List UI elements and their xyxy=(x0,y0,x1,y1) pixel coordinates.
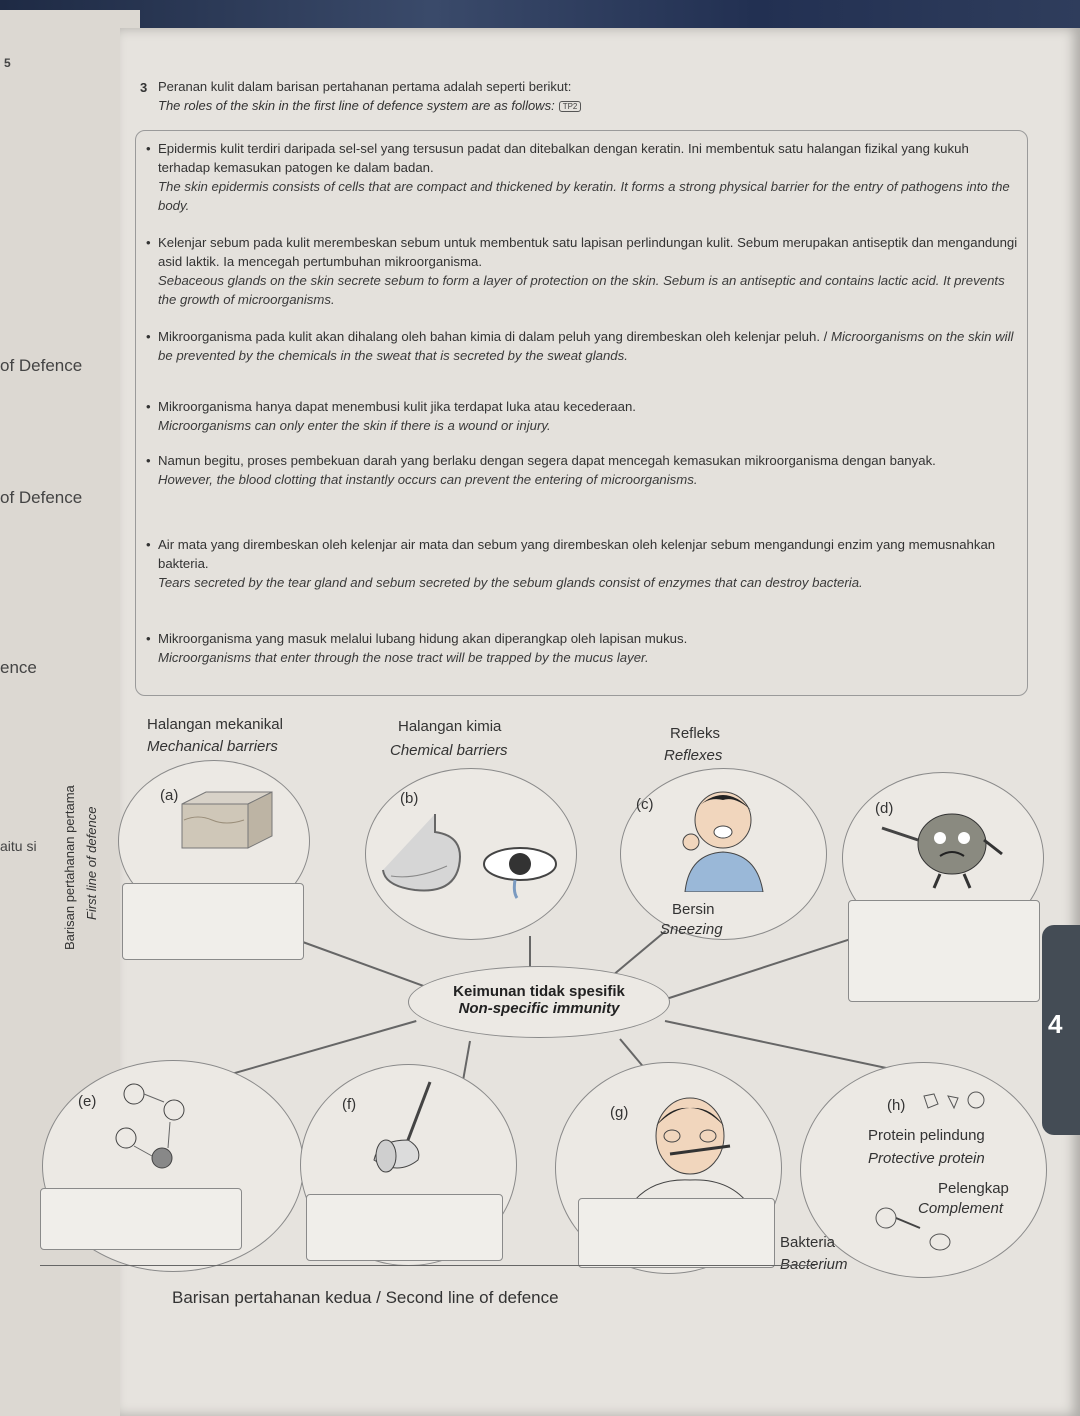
chapter-tab xyxy=(1042,925,1080,1135)
skin-block-illustration xyxy=(178,790,274,850)
mechanical-ms: Halangan mekanikal xyxy=(147,716,283,733)
bullet-6: • Air mata yang dirembeskan oleh kelenjar air mata dan sebum yang dirembeskan oleh kelenjar sebum mengandungi enzim yang memusnahkan bakteria. Tears secreted by the tear gland and sebum secreted by the sebum glands consist of enzymes that can destroy bacteria. xyxy=(158,535,1018,592)
complement-ms: Pelengkap xyxy=(938,1180,1009,1197)
bullet-2: • Kelenjar sebum pada kulit merembeskan sebum untuk membentuk satu lapisan perlindungan kulit. Sebum merupakan antiseptik dan mengandungi asid laktik. Ia mencegah pertumbuhan mikroorganisma. Sebaceous glands on the skin secrete sebum to form a layer of protection on the skin. Sebum is an antiseptic and contains lactic acid. It prevents the growth of microorganisms. xyxy=(158,233,1018,309)
center-english: Non-specific immunity xyxy=(458,1000,620,1017)
phagocytosis-illustration xyxy=(108,1080,198,1170)
complement-en: Complement xyxy=(918,1200,1004,1217)
chapter-number: 4 xyxy=(1048,1009,1063,1039)
side-label-malay: Barisan pertahanan pertama xyxy=(62,785,77,950)
letter-h: (h) xyxy=(887,1097,906,1114)
germ-character-illustration xyxy=(880,800,1010,890)
answer-box-g[interactable] xyxy=(578,1198,775,1268)
left-page-number: 5 xyxy=(4,56,11,70)
answer-box-a[interactable] xyxy=(122,883,304,960)
edge-text-4: aitu si xyxy=(0,838,37,854)
question-malay: Peranan kulit dalam barisan pertahanan pertama adalah seperti berikut: xyxy=(158,79,572,94)
reflexes-en: Reflexes xyxy=(664,747,723,764)
bullet-5: • Namun begitu, proses pembekuan darah yang berlaku dengan segera dapat mencegah kemasukan mikroorganisma dengan banyak. However, the blood clotting that instantly occurs can prevent the entering of microorganisms. xyxy=(158,451,1018,489)
chemical-en: Chemical barriers xyxy=(390,742,508,759)
roles-box xyxy=(135,130,1028,696)
protein-en: Protective protein xyxy=(868,1150,985,1167)
question-english: The roles of the skin in the first line of defence system are as follows: TP2 xyxy=(158,98,581,113)
complement-icon xyxy=(870,1202,960,1252)
hand-injection-illustration xyxy=(368,1080,448,1180)
mechanical-en: Mechanical barriers xyxy=(147,738,278,755)
protein-icon xyxy=(920,1090,990,1120)
answer-box-f[interactable] xyxy=(306,1194,503,1261)
bacteria-ms: Bakteria xyxy=(780,1234,836,1251)
letter-a: (a) xyxy=(160,787,179,804)
side-label-english: First line of defence xyxy=(84,806,99,920)
fever-boy-illustration xyxy=(620,1096,760,1206)
letter-f: (f) xyxy=(342,1096,357,1113)
second-line-bracket xyxy=(40,1265,815,1276)
edge-text-2: of Defence xyxy=(0,488,83,507)
answer-box-e[interactable] xyxy=(40,1188,242,1250)
letter-g: (g) xyxy=(610,1104,629,1121)
letter-c: (c) xyxy=(636,796,654,813)
second-line-label: Barisan pertahanan kedua / Second line of defence xyxy=(172,1288,559,1307)
reflexes-ms: Refleks xyxy=(670,725,721,742)
chemical-ms: Halangan kimia xyxy=(398,718,502,735)
edge-text-1: of Defence xyxy=(0,356,83,375)
question-number: 3 xyxy=(140,80,148,95)
sneezing-boy-illustration xyxy=(655,782,785,892)
stomach-eye-illustration xyxy=(375,810,565,920)
sneezing-ms: Bersin xyxy=(672,901,715,918)
center-malay: Keimunan tidak spesifik xyxy=(453,983,625,1000)
protein-ms: Protein pelindung xyxy=(868,1127,985,1144)
bullet-4: • Mikroorganisma hanya dapat menembusi kulit jika terdapat luka atau kecederaan. Microorganisms can only enter the skin if there is a wound or injury. xyxy=(158,397,1018,435)
tp-badge: TP2 xyxy=(559,101,582,112)
letter-e: (e) xyxy=(78,1093,97,1110)
answer-box-d[interactable] xyxy=(848,900,1040,1002)
letter-d: (d) xyxy=(875,800,894,817)
sneezing-en: Sneezing xyxy=(660,921,723,938)
edge-text-3: ence xyxy=(0,658,37,677)
bullet-1: • Epidermis kulit terdiri daripada sel-sel yang tersusun padat dan ditebalkan dengan keratin. Ini membentuk satu halangan fizikal yang kukuh terhadap kemasukan patogen ke dalam badan. The skin epidermis consists of cells that are compact and thickened by keratin. It forms a strong physical barrier for the entry of pathogens into the body. xyxy=(158,139,1018,215)
bacteria-en: Bacterium xyxy=(780,1256,848,1273)
letter-b: (b) xyxy=(400,790,419,807)
bullet-7: • Mikroorganisma yang masuk melalui lubang hidung akan diperangkap oleh lapisan mukus. Microorganisms that enter through the nose tract will be trapped by the mucus layer. xyxy=(158,629,1018,667)
bullet-3: • Mikroorganisma pada kulit akan dihalang oleh bahan kimia di dalam peluh yang dirembeskan oleh kelenjar peluh. / Microorganisms on the skin will be prevented by the chemicals in the sweat that is secreted by the sweat glands. xyxy=(158,327,1018,365)
center-node xyxy=(408,966,670,1038)
